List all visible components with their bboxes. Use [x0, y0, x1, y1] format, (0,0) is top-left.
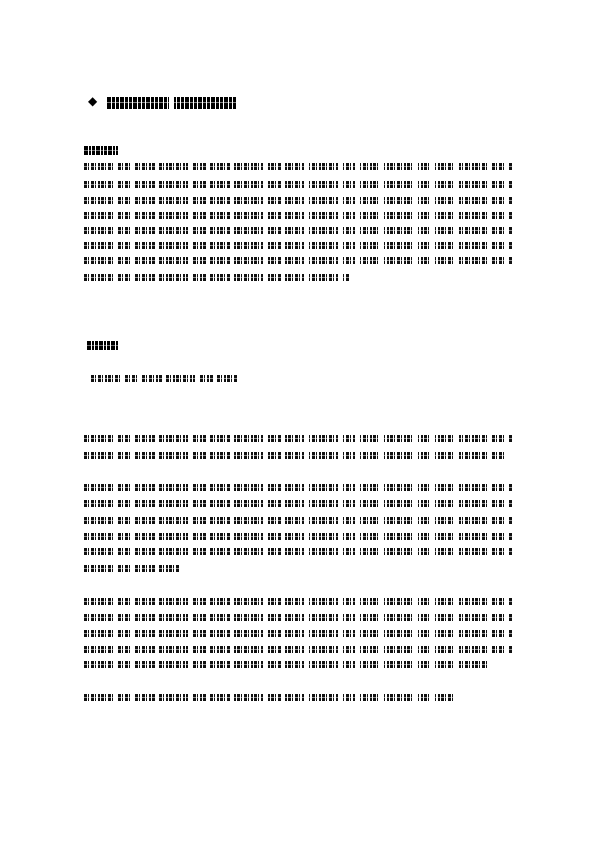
text-line	[84, 484, 512, 491]
section-heading	[87, 341, 118, 350]
text-line	[84, 630, 512, 637]
text-line	[84, 548, 512, 555]
text-line	[84, 242, 512, 249]
text-line	[84, 694, 455, 701]
text-line	[84, 163, 512, 170]
section-heading	[84, 146, 118, 155]
text-line	[84, 533, 512, 540]
text-line	[84, 614, 512, 621]
text-line	[84, 452, 505, 459]
subsection-heading	[91, 375, 241, 382]
text-line	[84, 197, 512, 204]
title-bullet-icon: ◆	[88, 94, 98, 108]
text-line	[84, 646, 512, 653]
text-line	[84, 500, 512, 507]
text-line	[84, 227, 512, 234]
text-line	[84, 598, 512, 605]
title-text-glyphs	[107, 97, 242, 109]
text-line	[84, 274, 350, 281]
text-line	[84, 181, 512, 188]
text-line	[84, 661, 490, 668]
text-line	[84, 212, 512, 219]
text-line	[84, 435, 512, 442]
text-line	[84, 257, 512, 264]
text-line	[84, 517, 512, 524]
text-line	[84, 565, 180, 572]
